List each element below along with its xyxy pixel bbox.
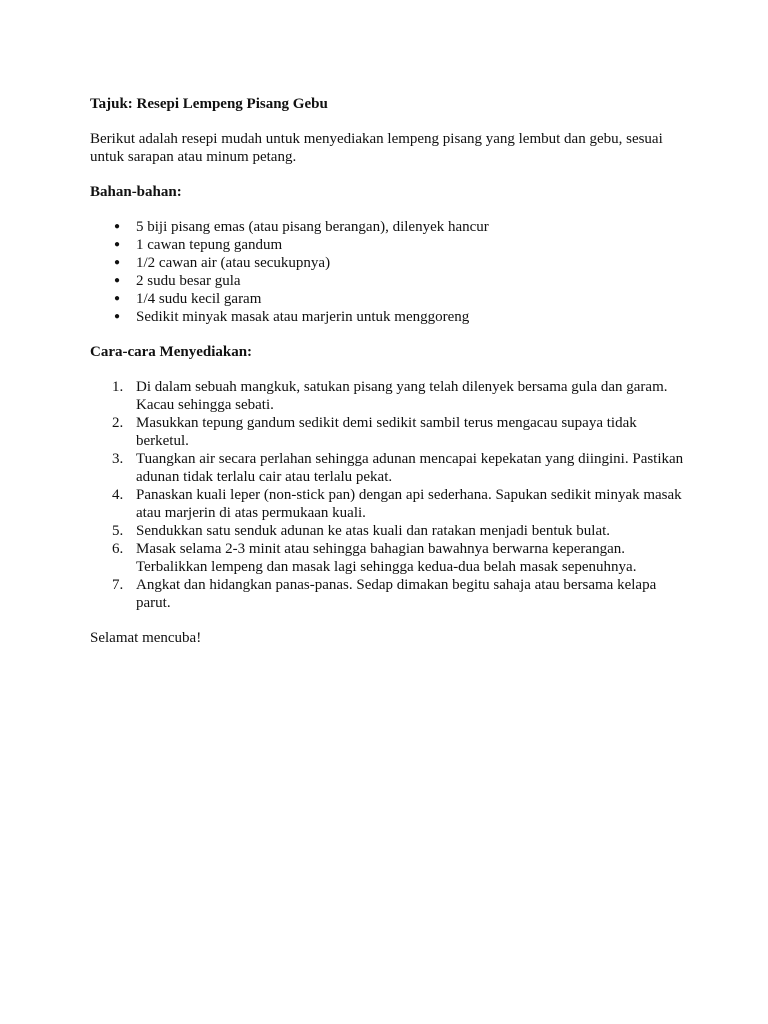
- step-item: [90, 378, 684, 414]
- step-item: [90, 576, 684, 612]
- step-number: 5.: [112, 523, 124, 539]
- step-number: 1.: [112, 379, 124, 395]
- steps-heading: Cara-cara Menyediakan:: [90, 344, 253, 360]
- ingredient-text: 2 sudu besar gula: [136, 273, 241, 289]
- bullet-icon: ●: [114, 293, 121, 304]
- step-number: 6.: [112, 541, 124, 557]
- bullet-icon: ●: [114, 257, 121, 268]
- ingredient-item: [90, 290, 768, 308]
- step-number: 2.: [112, 415, 124, 431]
- ingredient-text: Sedikit minyak masak atau marjerin untuk menggoreng: [136, 309, 470, 325]
- step-item: [90, 414, 684, 450]
- step-text: Di dalam sebuah mangkuk, satukan pisang yang telah dilenyek bersama gula dan garam. Kacau sehingga sebati.: [136, 379, 668, 413]
- bullet-icon: ●: [114, 239, 121, 250]
- step-item: [90, 522, 684, 540]
- ingredient-text: 5 biji pisang emas (atau pisang berangan), dilenyek hancur: [136, 219, 489, 235]
- ingredients-heading: Bahan-bahan:: [90, 184, 182, 200]
- ingredient-text: 1 cawan tepung gandum: [136, 237, 283, 253]
- closing-text: Selamat mencuba!: [90, 630, 202, 646]
- step-text: Tuangkan air secara perlahan sehingga adunan mencapai kepekatan yang diingini. Pastikan adunan tidak terlalu cair atau terlalu pekat.: [136, 451, 684, 485]
- step-number: 3.: [112, 451, 124, 467]
- step-text: Masukkan tepung gandum sedikit demi sedikit sambil terus mengacau supaya tidak berketul.: [136, 415, 637, 449]
- step-text: Angkat dan hidangkan panas-panas. Sedap dimakan begitu sahaja atau bersama kelapa parut.: [136, 577, 657, 611]
- ingredients-list: [90, 218, 768, 326]
- bullet-icon: ●: [114, 311, 121, 322]
- bullet-icon: ●: [114, 221, 121, 232]
- ingredient-item: [90, 254, 768, 272]
- bullet-icon: ●: [114, 275, 121, 286]
- step-item: [90, 486, 684, 522]
- step-text: Masak selama 2-3 minit atau sehingga bahagian bawahnya berwarna keperangan. Terbalikkan lempeng dan masak lagi sehingga kedua-dua belah masak sepenuhnya.: [136, 541, 637, 575]
- step-number: 4.: [112, 487, 124, 503]
- ingredient-item: [90, 272, 768, 290]
- step-item: [90, 450, 684, 486]
- ingredient-item: [90, 218, 768, 236]
- steps-list: [90, 378, 768, 612]
- step-text: Sendukkan satu senduk adunan ke atas kuali dan ratakan menjadi bentuk bulat.: [136, 523, 611, 539]
- step-text: Panaskan kuali leper (non-stick pan) dengan api sederhana. Sapukan sedikit minyak masak atau marjerin di atas permukaan kuali.: [136, 487, 682, 521]
- intro-paragraph: Berikut adalah resepi mudah untuk menyediakan lempeng pisang yang lembut dan gebu, sesuai untuk sarapan atau minum petang.: [90, 131, 663, 165]
- document-title: Tajuk: Resepi Lempeng Pisang Gebu: [90, 96, 328, 112]
- ingredient-text: 1/4 sudu kecil garam: [136, 291, 262, 307]
- step-item: [90, 540, 684, 576]
- ingredient-item: [90, 236, 768, 254]
- ingredient-item: [90, 308, 768, 326]
- step-number: 7.: [112, 577, 124, 593]
- ingredient-text: 1/2 cawan air (atau secukupnya): [136, 255, 331, 271]
